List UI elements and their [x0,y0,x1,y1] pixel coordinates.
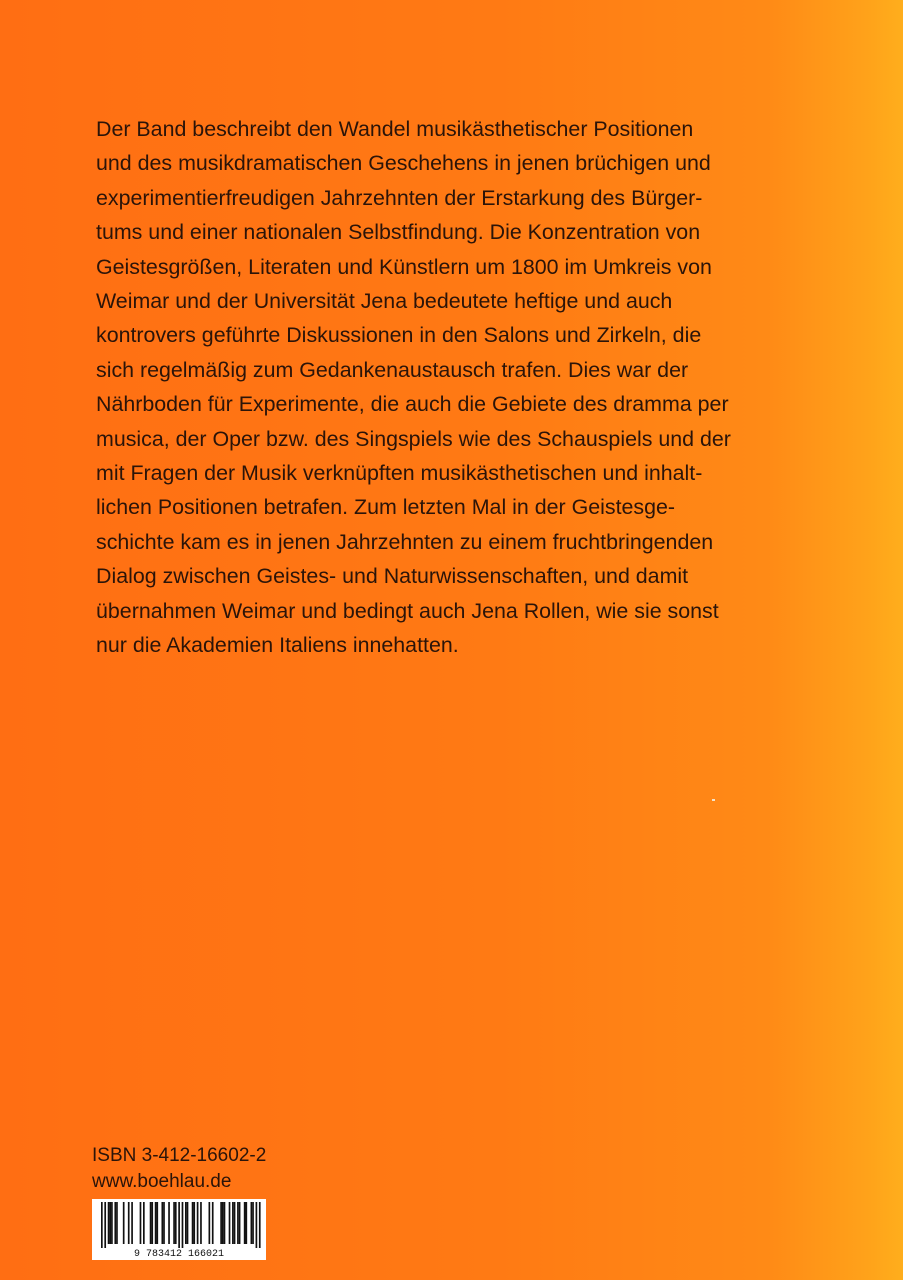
barcode-bar [220,1202,222,1244]
publisher-website: www.boehlau.de [92,1171,232,1192]
barcode-bar [182,1202,184,1248]
print-speck [712,799,715,801]
barcode-bar [128,1202,130,1244]
barcode-bar [193,1202,195,1244]
isbn-label: ISBN 3-412-16602-2 [92,1145,267,1166]
blurb-line: Weimar und der Universität Jena bedeutete heftige und auch [96,289,673,314]
blurb-line: musica, der Oper bzw. des Singspiels wie des Schauspiels und der [96,426,731,451]
barcode-bar [229,1202,231,1244]
imprint [92,1143,266,1195]
blurb-line: lichen Positionen betrafen. Zum letzten Mal in der Geistesge- [96,495,676,520]
barcode-bar [244,1202,246,1244]
barcode-bar [200,1202,202,1244]
barcode-bar [192,1202,194,1244]
barcode-graphic [92,1199,266,1260]
blurb-line: und des musikdramatischen Geschehens in jenen brüchigen und [96,151,711,176]
blurb-line: tums und einer nationalen Selbstfindung. Die Konzentration von [96,220,701,245]
barcode-bar [150,1202,152,1244]
barcode-bar [256,1202,258,1248]
barcode-bar [209,1202,211,1244]
barcode-bar [222,1202,224,1244]
barcode-bar [232,1202,234,1244]
barcode-bar [212,1202,214,1244]
barcode-bar [259,1202,261,1248]
barcode-bar [197,1202,199,1244]
barcode-bar [114,1202,116,1244]
barcode-bar [185,1202,187,1244]
blurb-line: kontrovers geführte Diskussionen in den Salons und Zirkeln, die [96,323,702,348]
barcode-bar [161,1202,163,1244]
blurb-text [96,112,796,663]
barcode-bar [109,1202,111,1244]
barcode-digits: 9 783412 166021 [133,1249,225,1260]
barcode-bar [173,1202,175,1244]
barcode-bar [163,1202,165,1244]
barcode-bar [101,1202,103,1248]
blurb-line: Nährboden für Experimente, die auch die Gebiete des dramma per [96,392,729,417]
barcode-bar [151,1202,153,1244]
barcode-bar [252,1202,254,1244]
blurb-line: experimentierfreudigen Jahrzehnten der Erstarkung des Bürger- [96,185,703,210]
barcode-bar [168,1202,170,1244]
barcode-bar [237,1202,239,1244]
barcode-bar [224,1202,226,1244]
barcode-bar [178,1202,180,1248]
barcode-bar [116,1202,118,1244]
barcode-bar [175,1202,177,1244]
blurb-line: sich regelmäßig zum Gedankenaustausch trafen. Dies war der [96,357,689,382]
barcode-bars [101,1202,261,1248]
barcode-bar [187,1202,189,1244]
barcode-bar [245,1202,247,1244]
barcode-bar [155,1202,157,1244]
blurb-line: Geistesgrößen, Literaten und Künstlern um 1800 im Umkreis von [96,254,712,279]
blurb-line: schichte kam es in jenen Jahrzehnten zu einem fruchtbringenden [96,529,714,554]
blurb-line: nur die Akademien Italiens innehatten. [96,633,459,658]
barcode-bar [234,1202,236,1244]
barcode-bar [251,1202,253,1244]
barcode-bar [108,1202,110,1244]
barcode-bar [239,1202,241,1244]
barcode-bar [140,1202,142,1244]
barcode-bar [123,1202,125,1244]
blurb-line: mit Fragen der Musik verknüpften musikästhetischen und inhalt- [96,461,703,486]
blurb-line: Dialog zwischen Geistes- und Naturwissenschaften, und damit [96,564,689,589]
barcode [92,1199,266,1260]
barcode-bar [104,1202,106,1248]
barcode-bar [156,1202,158,1244]
barcode-bar [111,1202,113,1244]
blurb-line: Der Band beschreibt den Wandel musikästhetischer Positionen [96,117,694,141]
barcode-bar [143,1202,145,1244]
blurb-line: übernahmen Weimar und bedingt auch Jena Rollen, wie sie sonst [96,598,719,623]
barcode-bar [131,1202,133,1244]
